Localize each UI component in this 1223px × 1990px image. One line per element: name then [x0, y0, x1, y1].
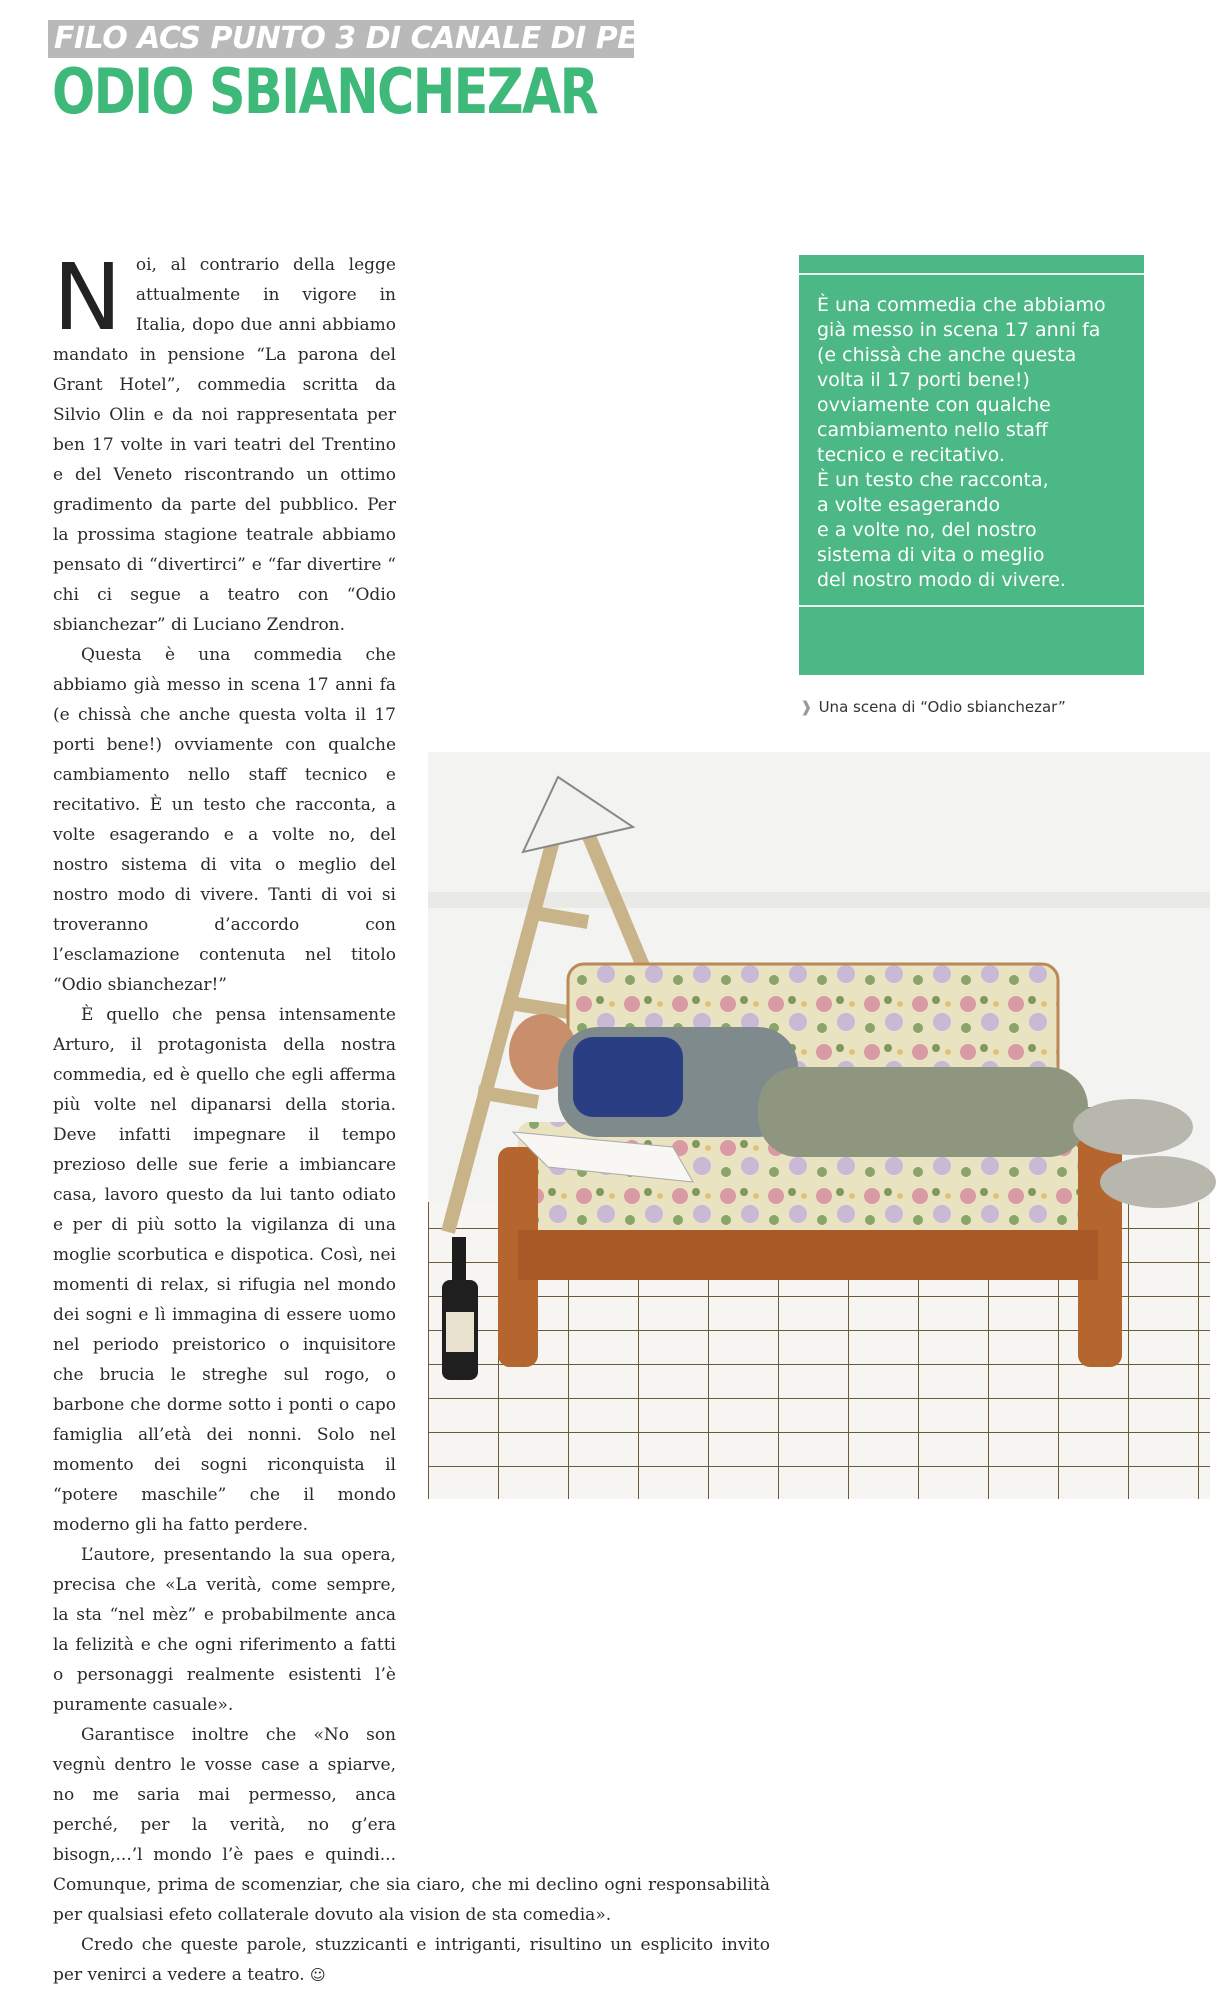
- paragraph-6: [53, 1930, 770, 1990]
- scene-photo: [428, 752, 1210, 1499]
- drop-cap: N: [53, 244, 122, 351]
- pull-quote-rule-top: [799, 273, 1144, 275]
- end-mark-icon: ☺: [310, 1966, 326, 1984]
- paragraph-4: L’autore, presentando la sua opera, precisa che «La verità, come sempre, la sta “nel mèz” e probabilmente anca la felizità e che ogni riferimento a fatti o personaggi realmente esistenti l’è puramente casuale».: [53, 1545, 396, 1715]
- pull-quote-rule-bottom: [799, 605, 1144, 607]
- paragraph-6-text: Credo che queste parole, stuzzicanti e intriganti, risultino un esplicito invito per venirci a vedere a teatro.: [53, 1935, 770, 1985]
- paragraph-3: È quello che pensa intensamente Arturo, il protagonista della nostra commedia, ed è quello che egli afferma più volte nel dipanarsi della storia. Deve infatti impegnare il tempo prezioso delle sue ferie a imbiancare casa, lavoro questo da lui tanto odiato e per di più sotto la vigilanza di una moglie scorbutica e dispotica. Così, nei momenti di relax, si rifugia nel mondo dei sogni e lì immagina di essere uomo nel periodo preistorico o inquisitore che brucia le streghe sul rogo, o barbone che dorme sotto i ponti o capo famiglia all’età dei nonni. Solo nel momento dei sogni riconquista il “potere maschile” che il mondo moderno gli ha fatto perdere.: [53, 1005, 396, 1535]
- caption-marker-icon: ❱: [800, 698, 813, 716]
- article-title: ODIO SBIANCHEZAR: [52, 55, 598, 128]
- section-kicker: FILO ACS PUNTO 3 DI CANALE DI PERGINE: [48, 20, 634, 58]
- photo-caption: [800, 698, 1066, 716]
- pull-quote-text: È una commedia che abbiamo già messo in scena 17 anni fa (e chissà che anche questa volta il 17 porti bene!) ovviamente con qualche cambiamento nello staff tecnico e recitativo. È un testo che racconta, a volte esagerando e a volte no, del nostro sistema di vita o meglio del nostro modo di vivere.: [817, 294, 1106, 591]
- paragraph-1: [53, 244, 770, 640]
- photo-caption-text: Una scena di “Odio sbianchezar”: [818, 698, 1066, 716]
- paragraph-2: Questa è una commedia che abbiamo già messo in scena 17 anni fa (e chissà che anche questa volta il 17 porti bene!) ovviamente con qualche cambiamento nello staff tecnico e recitativo. È un testo che racconta, a volte esagerando e a volte no, del nostro sistema di vita o meglio del nostro modo di vivere. Tanti di voi si troveranno d’accordo con l’esclamazione contenuta nel titolo “Odio sbianchezar!”: [53, 645, 396, 995]
- paragraph-5: Garantisce inoltre che «No son vegnù dentro le vosse case a spiarve, no me saria mai permesso, anca perché, per la verità, no g’era bisogn,...’l mondo l’è paes e quindi... Comunque, prima de scomenziar, che sia ciaro, che mi declino ogni responsabilità per qualsiasi efeto collaterale dovuto ala vision de sta comedia».: [53, 1725, 770, 1925]
- scene-illustration: [428, 752, 1210, 1499]
- paragraph-1-text: oi, al contrario della legge attualmente in vigore in Italia, dopo due anni abbiamo mandato in pensione “La parona del Grant Hotel”, commedia scritta da Silvio Olin e da noi rappresentata per ben 17 volte in vari teatri del Trentino e del Veneto riscontrando un ottimo gradimento da parte del pubblico. Per la prossima stagione teatrale abbiamo pensato di “divertirci” e “far divertire “ chi ci segue a teatro con “Odio sbianchezar” di Luciano Zendron.: [53, 255, 396, 635]
- pull-quote-box: [799, 255, 1144, 675]
